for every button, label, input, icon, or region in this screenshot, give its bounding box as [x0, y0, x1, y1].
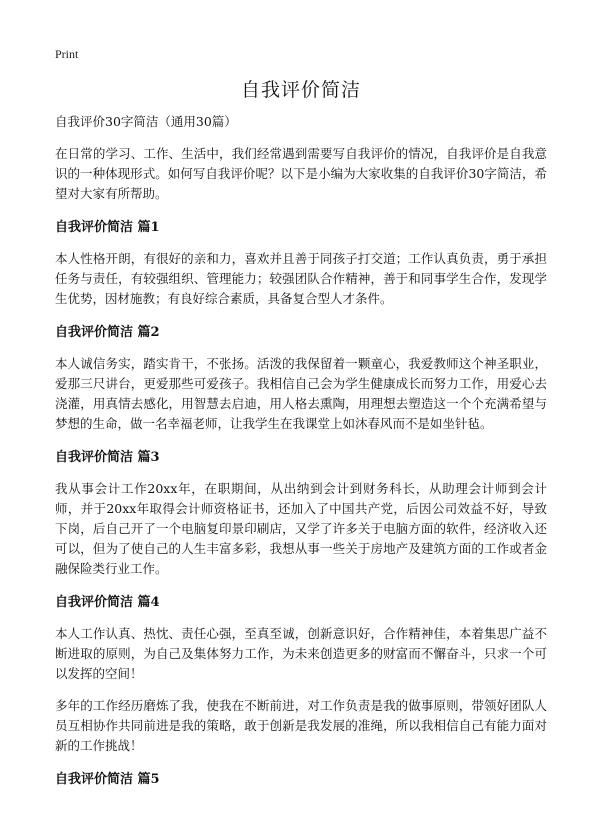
intro-paragraph: 在日常的学习、工作、生活中，我们经常遇到需要写自我评价的情况，自我评价是自我意识的一种体现形式。如何写自我评价呢？以下是小编为大家收集的自我评价30字简洁，希望对大家有所帮助。 — [55, 146, 547, 201]
section-heading-1: 自我评价简洁 篇1 — [55, 220, 160, 235]
section-heading-4: 自我评价简洁 篇4 — [55, 595, 160, 610]
section-heading-2: 自我评价简洁 篇2 — [55, 325, 160, 340]
section-4-paragraph-2: 多年的工作经历磨炼了我，使我在不断前进，对工作负责是我的做事原则，带领好团队人员互相协作共同前进是我的策略，敢于创新是我发展的准绳，所以我相信自己有能力面对新的工作挑战！ — [55, 698, 547, 753]
section-heading-5: 自我评价简洁 篇5 — [55, 772, 160, 787]
section-2-paragraph: 本人诚信务实，踏实肯干，不张扬。活泼的我保留着一颗童心，我爱教师这个神圣职业，爱那三尺讲台，更爱那些可爱孩子。我相信自己会为学生健康成长而努力工作，用爱心去浇灌，用真情去感化，用智慧去启迪，用人格去熏陶，用理想去塑造这一个个充满希望与梦想的生命，做一名幸福老师，让我学生在我课堂上如沐春风而不是如坐针毡。 — [55, 356, 547, 431]
section-heading-3: 自我评价简洁 篇3 — [55, 450, 160, 465]
section-3-paragraph: 我从事会计工作20xx年，在职期间，从出纳到会计到财务科长，从助理会计师到会计师，并于20xx年取得会计师资格证书，还加入了中国共产党，后因公司效益不好，导致下岗，后自己开了一个电脑复印景印刷店，又学了许多关于电脑方面的软件，经济收入还可以，但为了使自己的人生丰富多彩，我想从事一些关于房地产及建筑方面的工作或者金融保险类行业工作。 — [55, 481, 547, 576]
section-4-paragraph-1: 本人工作认真、热忱、责任心强，至真至诚，创新意识好，合作精神佳，本着集思广益不断进取的原则，为自己及集体努力工作，为未来创造更多的财富而不懈奋斗，只求一个可以发挥的空间！ — [55, 626, 547, 681]
section-1-paragraph: 本人性格开朗，有很好的亲和力，喜欢并且善于同孩子打交道；工作认真负责，勇于承担任务与责任，有较强组织、管理能力；较强团队合作精神，善于和同事学生合作，发现学生优势，因材施教；有良好综合素质，具备复合型人才条件。 — [55, 251, 547, 306]
document-body — [55, 75, 547, 801]
document-subtitle: 自我评价30字简洁（通用30篇） — [55, 114, 237, 129]
page-title: 自我评价简洁 — [240, 79, 361, 101]
print-link[interactable]: Print — [55, 47, 79, 61]
